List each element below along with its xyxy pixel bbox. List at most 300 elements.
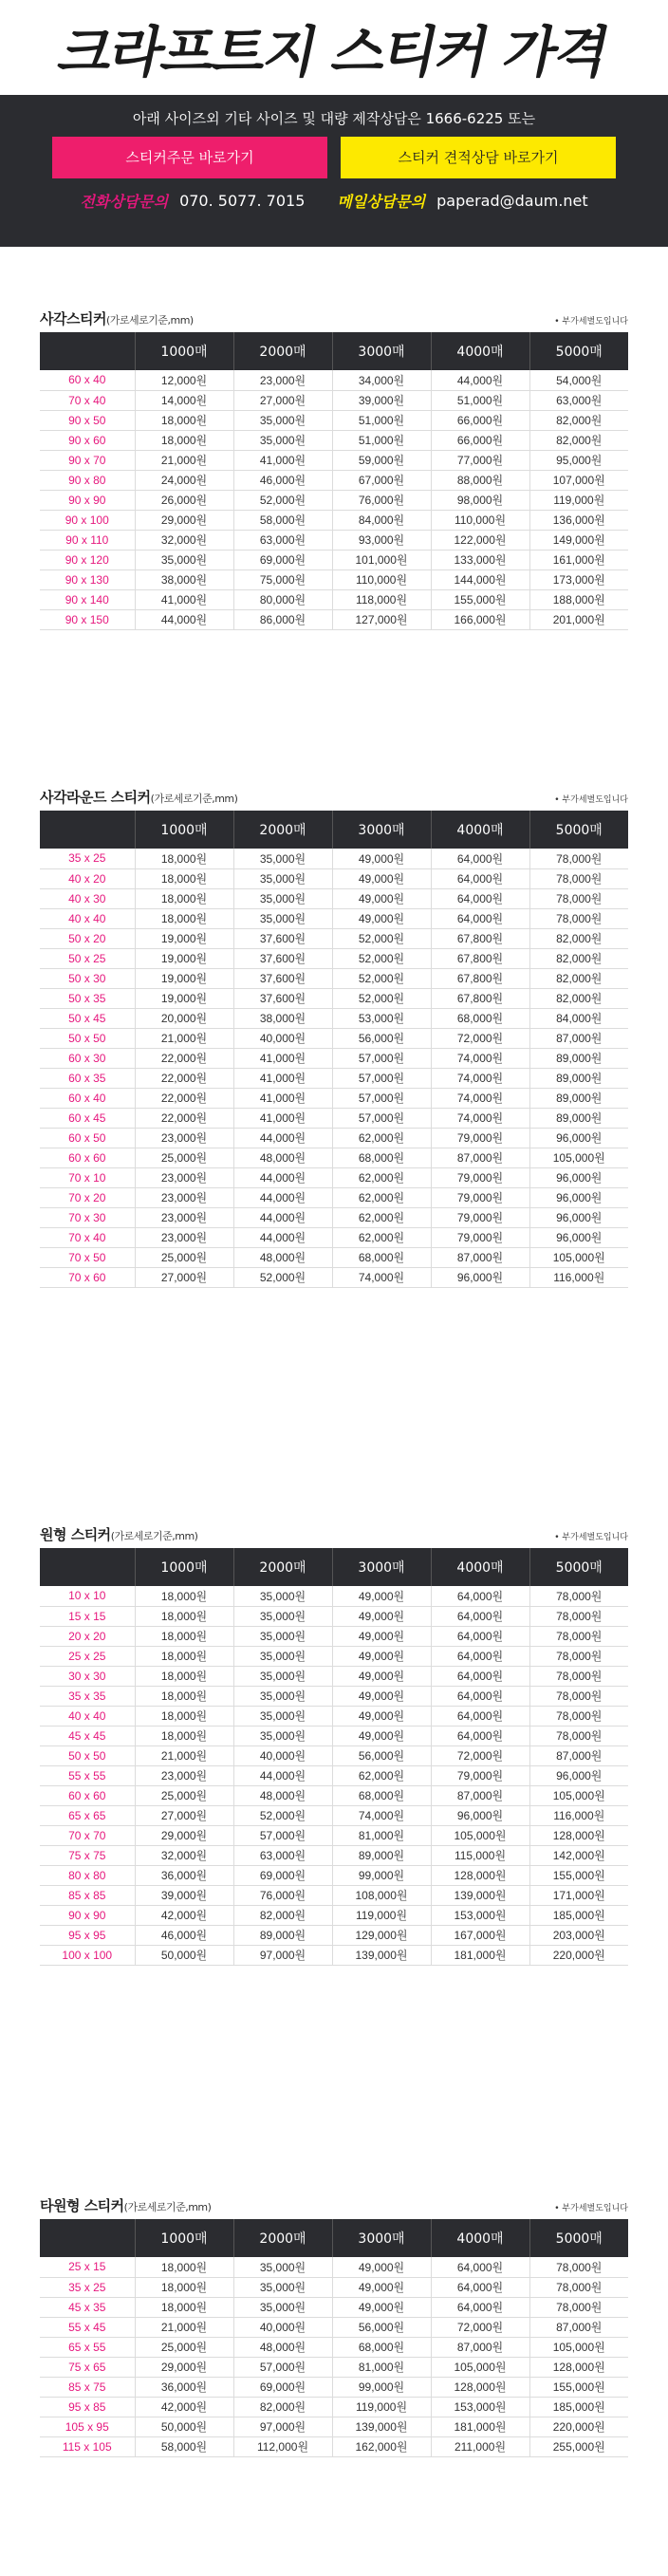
size-cell: 90 x 80 bbox=[40, 470, 135, 490]
size-cell: 65 x 65 bbox=[40, 1805, 135, 1825]
price-cell: 18,000원 bbox=[135, 1686, 233, 1706]
price-cell: 20,000원 bbox=[135, 1008, 233, 1028]
table-row bbox=[40, 430, 628, 450]
price-cell: 82,000원 bbox=[529, 410, 628, 430]
size-cell: 70 x 50 bbox=[40, 1247, 135, 1267]
size-cell: 80 x 80 bbox=[40, 1865, 135, 1885]
price-cell: 97,000원 bbox=[233, 1945, 332, 1965]
size-cell: 90 x 110 bbox=[40, 530, 135, 550]
price-cell: 155,000원 bbox=[529, 2377, 628, 2397]
button-row bbox=[0, 137, 668, 178]
price-cell: 67,800원 bbox=[431, 968, 529, 988]
column-header bbox=[40, 332, 135, 370]
size-cell: 50 x 20 bbox=[40, 928, 135, 948]
price-cell: 153,000원 bbox=[431, 2397, 529, 2417]
price-cell: 64,000원 bbox=[431, 2257, 529, 2277]
price-cell: 171,000원 bbox=[529, 1885, 628, 1905]
price-cell: 95,000원 bbox=[529, 450, 628, 470]
price-cell: 72,000원 bbox=[431, 1028, 529, 1048]
price-cell: 96,000원 bbox=[431, 1805, 529, 1825]
price-cell: 79,000원 bbox=[431, 1227, 529, 1247]
price-cell: 34,000원 bbox=[332, 370, 431, 390]
price-cell: 25,000원 bbox=[135, 1148, 233, 1167]
price-cell: 39,000원 bbox=[332, 390, 431, 410]
price-cell: 97,000원 bbox=[233, 2417, 332, 2436]
table-row bbox=[40, 450, 628, 470]
price-cell: 38,000원 bbox=[233, 1008, 332, 1028]
price-cell: 49,000원 bbox=[332, 1666, 431, 1686]
email-value[interactable]: paperad@daum.net bbox=[436, 192, 588, 210]
price-cell: 116,000원 bbox=[529, 1805, 628, 1825]
table-row bbox=[40, 2417, 628, 2436]
price-cell: 167,000원 bbox=[431, 1925, 529, 1945]
section-header bbox=[40, 784, 628, 811]
price-cell: 51,000원 bbox=[431, 390, 529, 410]
price-cell: 38,000원 bbox=[135, 569, 233, 589]
price-cell: 96,000원 bbox=[529, 1227, 628, 1247]
price-cell: 139,000원 bbox=[332, 2417, 431, 2436]
column-header: 5000매 bbox=[529, 1548, 628, 1586]
price-cell: 185,000원 bbox=[529, 2397, 628, 2417]
table-row bbox=[40, 1606, 628, 1626]
phone-value: 070. 5077. 7015 bbox=[179, 192, 306, 210]
price-cell: 82,000원 bbox=[233, 2397, 332, 2417]
price-cell: 87,000원 bbox=[529, 2317, 628, 2337]
price-cell: 50,000원 bbox=[135, 1945, 233, 1965]
price-cell: 41,000원 bbox=[135, 589, 233, 609]
price-cell: 122,000원 bbox=[431, 530, 529, 550]
price-cell: 41,000원 bbox=[233, 1088, 332, 1108]
page-title: 크라프트지 스티커 가격 bbox=[52, 20, 614, 84]
price-cell: 26,000원 bbox=[135, 490, 233, 510]
price-cell: 18,000원 bbox=[135, 1606, 233, 1626]
table-row bbox=[40, 370, 628, 390]
column-header: 3000매 bbox=[332, 332, 431, 370]
size-cell: 55 x 55 bbox=[40, 1765, 135, 1785]
price-cell: 21,000원 bbox=[135, 450, 233, 470]
contact-row bbox=[0, 190, 668, 212]
table-row bbox=[40, 948, 628, 968]
price-cell: 68,000원 bbox=[332, 1785, 431, 1805]
price-cell: 115,000원 bbox=[431, 1845, 529, 1865]
price-cell: 49,000원 bbox=[332, 1606, 431, 1626]
price-cell: 27,000원 bbox=[135, 1805, 233, 1825]
price-cell: 128,000원 bbox=[529, 1825, 628, 1845]
price-cell: 78,000원 bbox=[529, 1726, 628, 1745]
price-cell: 42,000원 bbox=[135, 2397, 233, 2417]
price-cell: 44,000원 bbox=[431, 370, 529, 390]
price-cell: 76,000원 bbox=[233, 1885, 332, 1905]
size-cell: 70 x 60 bbox=[40, 1267, 135, 1287]
price-cell: 23,000원 bbox=[233, 370, 332, 390]
price-cell: 49,000원 bbox=[332, 2297, 431, 2317]
price-cell: 78,000원 bbox=[529, 888, 628, 908]
price-cell: 64,000원 bbox=[431, 1666, 529, 1686]
size-cell: 70 x 10 bbox=[40, 1167, 135, 1187]
size-cell: 75 x 65 bbox=[40, 2357, 135, 2377]
price-cell: 105,000원 bbox=[529, 2337, 628, 2357]
price-cell: 69,000원 bbox=[233, 1865, 332, 1885]
price-cell: 64,000원 bbox=[431, 908, 529, 928]
price-cell: 59,000원 bbox=[332, 450, 431, 470]
column-header: 2000매 bbox=[233, 1548, 332, 1586]
price-cell: 35,000원 bbox=[233, 1686, 332, 1706]
price-cell: 64,000원 bbox=[431, 2297, 529, 2317]
price-cell: 49,000원 bbox=[332, 1686, 431, 1706]
price-cell: 74,000원 bbox=[332, 1805, 431, 1825]
price-cell: 68,000원 bbox=[332, 1148, 431, 1167]
size-cell: 40 x 40 bbox=[40, 908, 135, 928]
price-cell: 56,000원 bbox=[332, 1745, 431, 1765]
table-row bbox=[40, 1765, 628, 1785]
price-cell: 129,000원 bbox=[332, 1925, 431, 1945]
size-cell: 115 x 105 bbox=[40, 2436, 135, 2456]
price-cell: 23,000원 bbox=[135, 1207, 233, 1227]
price-cell: 112,000원 bbox=[233, 2436, 332, 2456]
size-cell: 45 x 35 bbox=[40, 2297, 135, 2317]
price-cell: 49,000원 bbox=[332, 2277, 431, 2297]
column-header: 2000매 bbox=[233, 811, 332, 849]
size-cell: 25 x 25 bbox=[40, 1646, 135, 1666]
price-cell: 68,000원 bbox=[332, 2337, 431, 2357]
price-cell: 21,000원 bbox=[135, 1028, 233, 1048]
price-cell: 24,000원 bbox=[135, 470, 233, 490]
price-cell: 49,000원 bbox=[332, 1586, 431, 1606]
price-cell: 52,000원 bbox=[332, 988, 431, 1008]
size-cell: 40 x 20 bbox=[40, 868, 135, 888]
price-cell: 76,000원 bbox=[332, 490, 431, 510]
price-cell: 37,600원 bbox=[233, 948, 332, 968]
size-cell: 100 x 100 bbox=[40, 1945, 135, 1965]
price-cell: 49,000원 bbox=[332, 1646, 431, 1666]
price-cell: 72,000원 bbox=[431, 1745, 529, 1765]
price-cell: 75,000원 bbox=[233, 569, 332, 589]
price-cell: 64,000원 bbox=[431, 1646, 529, 1666]
table-row bbox=[40, 1028, 628, 1048]
price-cell: 53,000원 bbox=[332, 1008, 431, 1028]
price-table bbox=[40, 1548, 628, 1966]
price-cell: 48,000원 bbox=[233, 1148, 332, 1167]
price-cell: 155,000원 bbox=[431, 589, 529, 609]
price-cell: 67,800원 bbox=[431, 988, 529, 1008]
size-cell: 50 x 35 bbox=[40, 988, 135, 1008]
table-row bbox=[40, 1108, 628, 1128]
table-row bbox=[40, 550, 628, 569]
column-header: 5000매 bbox=[529, 332, 628, 370]
size-cell: 40 x 30 bbox=[40, 888, 135, 908]
column-header: 4000매 bbox=[431, 332, 529, 370]
price-cell: 96,000원 bbox=[529, 1128, 628, 1148]
price-cell: 51,000원 bbox=[332, 430, 431, 450]
column-header: 1000매 bbox=[135, 332, 233, 370]
section-subtitle: (가로세로기준,mm) bbox=[150, 793, 238, 805]
size-cell: 70 x 40 bbox=[40, 390, 135, 410]
price-cell: 35,000원 bbox=[135, 550, 233, 569]
column-header: 4000매 bbox=[431, 1548, 529, 1586]
price-cell: 23,000원 bbox=[135, 1227, 233, 1247]
price-cell: 69,000원 bbox=[233, 550, 332, 569]
size-cell: 85 x 75 bbox=[40, 2377, 135, 2397]
price-cell: 63,000원 bbox=[233, 530, 332, 550]
price-cell: 211,000원 bbox=[431, 2436, 529, 2456]
price-cell: 29,000원 bbox=[135, 510, 233, 530]
price-cell: 44,000원 bbox=[233, 1207, 332, 1227]
size-cell: 60 x 40 bbox=[40, 370, 135, 390]
price-cell: 78,000원 bbox=[529, 868, 628, 888]
price-cell: 78,000원 bbox=[529, 849, 628, 868]
price-cell: 35,000원 bbox=[233, 2297, 332, 2317]
vat-note: • 부가세별도입니다 bbox=[554, 795, 628, 805]
table-row bbox=[40, 1865, 628, 1885]
size-cell: 70 x 30 bbox=[40, 1207, 135, 1227]
table-row bbox=[40, 2397, 628, 2417]
price-cell: 63,000원 bbox=[233, 1845, 332, 1865]
price-cell: 98,000원 bbox=[431, 490, 529, 510]
price-cell: 66,000원 bbox=[431, 430, 529, 450]
price-cell: 57,000원 bbox=[332, 1088, 431, 1108]
table-row bbox=[40, 1247, 628, 1267]
section-header bbox=[40, 306, 628, 332]
price-cell: 36,000원 bbox=[135, 2377, 233, 2397]
price-cell: 35,000원 bbox=[233, 1726, 332, 1745]
price-cell: 48,000원 bbox=[233, 1247, 332, 1267]
table-row bbox=[40, 1187, 628, 1207]
table-row bbox=[40, 2357, 628, 2377]
price-cell: 88,000원 bbox=[431, 470, 529, 490]
quote-consult-button[interactable]: 스티커 견적상담 바로가기 bbox=[341, 137, 616, 178]
sticker-order-button[interactable]: 스티커주문 바로가기 bbox=[52, 137, 327, 178]
price-cell: 105,000원 bbox=[431, 1825, 529, 1845]
price-cell: 23,000원 bbox=[135, 1765, 233, 1785]
price-cell: 25,000원 bbox=[135, 1785, 233, 1805]
price-cell: 44,000원 bbox=[233, 1765, 332, 1785]
price-cell: 49,000원 bbox=[332, 1706, 431, 1726]
table-row bbox=[40, 2297, 628, 2317]
price-cell: 22,000원 bbox=[135, 1068, 233, 1088]
table-row bbox=[40, 410, 628, 430]
column-header: 3000매 bbox=[332, 2219, 431, 2257]
price-cell: 23,000원 bbox=[135, 1167, 233, 1187]
price-cell: 185,000원 bbox=[529, 1905, 628, 1925]
size-cell: 30 x 30 bbox=[40, 1666, 135, 1686]
vat-note: • 부가세별도입니다 bbox=[554, 1533, 628, 1542]
size-cell: 90 x 100 bbox=[40, 510, 135, 530]
table-row bbox=[40, 1148, 628, 1167]
table-row bbox=[40, 1586, 628, 1606]
table-row bbox=[40, 1945, 628, 1965]
price-cell: 82,000원 bbox=[233, 1905, 332, 1925]
price-cell: 220,000원 bbox=[529, 1945, 628, 1965]
size-cell: 90 x 50 bbox=[40, 410, 135, 430]
price-cell: 57,000원 bbox=[332, 1068, 431, 1088]
price-cell: 40,000원 bbox=[233, 2317, 332, 2337]
table-row bbox=[40, 1207, 628, 1227]
price-cell: 37,600원 bbox=[233, 928, 332, 948]
price-cell: 25,000원 bbox=[135, 1247, 233, 1267]
size-cell: 60 x 35 bbox=[40, 1068, 135, 1088]
section-header bbox=[40, 2193, 628, 2219]
price-cell: 105,000원 bbox=[529, 1785, 628, 1805]
price-cell: 181,000원 bbox=[431, 1945, 529, 1965]
column-header: 5000매 bbox=[529, 2219, 628, 2257]
table-header-row bbox=[40, 2219, 628, 2257]
price-cell: 54,000원 bbox=[529, 370, 628, 390]
section-title-text: 타원형 스티커 bbox=[40, 2197, 124, 2214]
price-cell: 203,000원 bbox=[529, 1925, 628, 1945]
price-cell: 64,000원 bbox=[431, 1586, 529, 1606]
price-cell: 87,000원 bbox=[431, 1247, 529, 1267]
section-oval bbox=[40, 2193, 628, 2457]
table-row bbox=[40, 1167, 628, 1187]
price-cell: 201,000원 bbox=[529, 609, 628, 629]
price-cell: 110,000원 bbox=[431, 510, 529, 530]
size-cell: 10 x 10 bbox=[40, 1586, 135, 1606]
price-cell: 41,000원 bbox=[233, 450, 332, 470]
section-subtitle: (가로세로기준,mm) bbox=[123, 2201, 212, 2213]
price-cell: 96,000원 bbox=[529, 1187, 628, 1207]
price-cell: 81,000원 bbox=[332, 2357, 431, 2377]
price-cell: 23,000원 bbox=[135, 1187, 233, 1207]
table-row bbox=[40, 1845, 628, 1865]
price-cell: 18,000원 bbox=[135, 2277, 233, 2297]
table-row bbox=[40, 908, 628, 928]
table-row bbox=[40, 868, 628, 888]
price-cell: 57,000원 bbox=[233, 1825, 332, 1845]
column-header: 4000매 bbox=[431, 811, 529, 849]
table-row bbox=[40, 1128, 628, 1148]
price-cell: 64,000원 bbox=[431, 1626, 529, 1646]
size-cell: 95 x 85 bbox=[40, 2397, 135, 2417]
price-cell: 62,000원 bbox=[332, 1207, 431, 1227]
price-cell: 82,000원 bbox=[529, 430, 628, 450]
price-cell: 84,000원 bbox=[529, 1008, 628, 1028]
price-cell: 99,000원 bbox=[332, 1865, 431, 1885]
price-cell: 99,000원 bbox=[332, 2377, 431, 2397]
price-cell: 74,000원 bbox=[431, 1048, 529, 1068]
price-cell: 27,000원 bbox=[233, 390, 332, 410]
price-cell: 44,000원 bbox=[233, 1167, 332, 1187]
size-cell: 85 x 85 bbox=[40, 1885, 135, 1905]
price-cell: 22,000원 bbox=[135, 1108, 233, 1128]
price-cell: 19,000원 bbox=[135, 968, 233, 988]
column-header: 2000매 bbox=[233, 2219, 332, 2257]
price-cell: 52,000원 bbox=[332, 968, 431, 988]
price-cell: 49,000원 bbox=[332, 908, 431, 928]
table-row bbox=[40, 569, 628, 589]
price-cell: 44,000원 bbox=[233, 1227, 332, 1247]
size-cell: 50 x 45 bbox=[40, 1008, 135, 1028]
size-cell: 50 x 50 bbox=[40, 1028, 135, 1048]
price-cell: 14,000원 bbox=[135, 390, 233, 410]
price-cell: 48,000원 bbox=[233, 1785, 332, 1805]
price-cell: 82,000원 bbox=[529, 948, 628, 968]
price-cell: 139,000원 bbox=[332, 1945, 431, 1965]
price-cell: 46,000원 bbox=[135, 1925, 233, 1945]
price-cell: 51,000원 bbox=[332, 410, 431, 430]
price-cell: 87,000원 bbox=[529, 1745, 628, 1765]
price-cell: 52,000원 bbox=[233, 1267, 332, 1287]
table-row bbox=[40, 1805, 628, 1825]
price-cell: 48,000원 bbox=[233, 2337, 332, 2357]
table-row bbox=[40, 1088, 628, 1108]
size-cell: 75 x 75 bbox=[40, 1845, 135, 1865]
price-cell: 89,000원 bbox=[529, 1048, 628, 1068]
price-cell: 52,000원 bbox=[233, 490, 332, 510]
price-cell: 162,000원 bbox=[332, 2436, 431, 2456]
section-subtitle: (가로세로기준,mm) bbox=[110, 1530, 198, 1542]
price-cell: 29,000원 bbox=[135, 2357, 233, 2377]
price-cell: 155,000원 bbox=[529, 1865, 628, 1885]
column-header: 1000매 bbox=[135, 2219, 233, 2257]
column-header bbox=[40, 2219, 135, 2257]
size-cell: 25 x 15 bbox=[40, 2257, 135, 2277]
section-square bbox=[40, 306, 628, 630]
price-cell: 49,000원 bbox=[332, 868, 431, 888]
price-cell: 49,000원 bbox=[332, 1726, 431, 1745]
price-cell: 67,800원 bbox=[431, 928, 529, 948]
price-cell: 96,000원 bbox=[529, 1167, 628, 1187]
price-cell: 32,000원 bbox=[135, 530, 233, 550]
price-cell: 62,000원 bbox=[332, 1187, 431, 1207]
price-cell: 35,000원 bbox=[233, 1626, 332, 1646]
price-cell: 35,000원 bbox=[233, 1646, 332, 1666]
price-cell: 79,000원 bbox=[431, 1128, 529, 1148]
price-cell: 82,000원 bbox=[529, 928, 628, 948]
price-cell: 64,000원 bbox=[431, 849, 529, 868]
price-cell: 57,000원 bbox=[233, 2357, 332, 2377]
price-cell: 67,000원 bbox=[332, 470, 431, 490]
price-cell: 96,000원 bbox=[529, 1765, 628, 1785]
price-cell: 44,000원 bbox=[135, 609, 233, 629]
price-cell: 35,000원 bbox=[233, 410, 332, 430]
price-cell: 78,000원 bbox=[529, 2277, 628, 2297]
price-cell: 96,000원 bbox=[529, 1207, 628, 1227]
price-cell: 81,000원 bbox=[332, 1825, 431, 1845]
price-cell: 35,000원 bbox=[233, 868, 332, 888]
price-cell: 37,600원 bbox=[233, 968, 332, 988]
price-cell: 101,000원 bbox=[332, 550, 431, 569]
price-table bbox=[40, 332, 628, 630]
table-row bbox=[40, 1726, 628, 1745]
price-cell: 136,000원 bbox=[529, 510, 628, 530]
table-header-row bbox=[40, 1548, 628, 1586]
table-row bbox=[40, 530, 628, 550]
size-cell: 45 x 45 bbox=[40, 1726, 135, 1745]
price-cell: 105,000원 bbox=[431, 2357, 529, 2377]
price-cell: 18,000원 bbox=[135, 1726, 233, 1745]
price-cell: 27,000원 bbox=[135, 1267, 233, 1287]
price-cell: 18,000원 bbox=[135, 868, 233, 888]
price-cell: 107,000원 bbox=[529, 470, 628, 490]
price-cell: 67,800원 bbox=[431, 948, 529, 968]
contact-banner bbox=[0, 95, 668, 247]
size-cell: 60 x 60 bbox=[40, 1148, 135, 1167]
email-label: 메일상담문의 bbox=[337, 193, 426, 211]
price-cell: 64,000원 bbox=[431, 1686, 529, 1706]
price-cell: 173,000원 bbox=[529, 569, 628, 589]
section-title-text: 원형 스티커 bbox=[40, 1526, 111, 1543]
price-cell: 108,000원 bbox=[332, 1885, 431, 1905]
price-cell: 19,000원 bbox=[135, 988, 233, 1008]
price-cell: 188,000원 bbox=[529, 589, 628, 609]
size-cell: 70 x 20 bbox=[40, 1187, 135, 1207]
size-cell: 40 x 40 bbox=[40, 1706, 135, 1726]
price-cell: 116,000원 bbox=[529, 1267, 628, 1287]
price-cell: 161,000원 bbox=[529, 550, 628, 569]
price-cell: 52,000원 bbox=[233, 1805, 332, 1825]
column-header: 3000매 bbox=[332, 1548, 431, 1586]
price-cell: 78,000원 bbox=[529, 1626, 628, 1646]
